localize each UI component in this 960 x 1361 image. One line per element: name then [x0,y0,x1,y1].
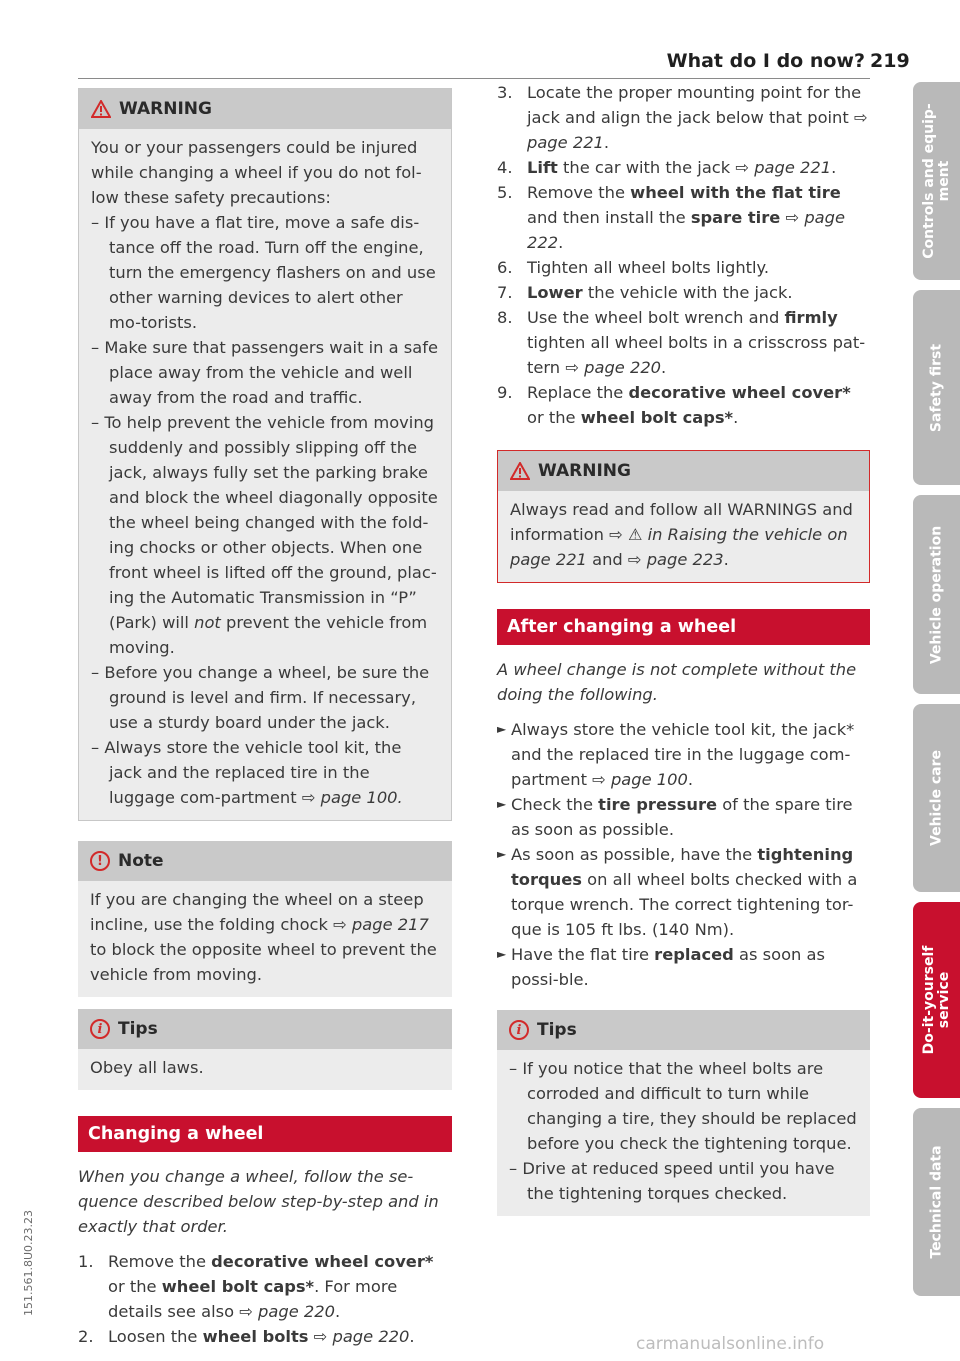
step-item: 6. Tighten all wheel bolts lightly. [497,258,770,277]
step-item: 1. Remove the decorative wheel cover* or the wheel bolt caps*. For more details see also ⇨ page 220. [78,1252,434,1321]
tips-title: Tips [537,1019,577,1040]
arrow-bullet-icon: ► [497,722,507,736]
side-tab-care[interactable]: Vehicle care [913,704,960,892]
warning-triangle-icon [91,100,111,118]
watermark: carmanualsonline.info [636,1334,825,1354]
info-icon: i [509,1020,529,1040]
page-ref-link[interactable]: ⇨ page 222 [527,208,846,252]
left-column [78,88,452,1349]
warning-box [497,450,870,583]
section-intro: When you change a wheel, follow the se-quence described below step-by-step and in exactly that order. [78,1167,439,1236]
page-ref-link[interactable]: ⇨ page 217 [333,915,429,934]
section-intro: A wheel change is not complete without the doing the following. [497,660,857,704]
warning-title: WARNING [538,460,631,481]
page-number: 219 [870,50,910,72]
tips-box [497,1010,870,1216]
page-ref-link[interactable]: ⇨ page 100 [592,770,688,789]
bullet-item: ► Check the tire pressure of the spare tire as soon as possible. [497,792,870,842]
warning-item: – To help prevent the vehicle from moving suddenly and possibly slipping off the jack, always fully set the parking brake and block the wheel diagonally opposite the wheel being changed with the fold-ing chocks or other objects. When one front wheel is lifted off the ground, plac-ing the Automatic Transmission in “P” (Park) will not prevent the vehicle from moving. [91,413,438,657]
page-ref-link[interactable]: ⇨ page 221 [527,108,868,152]
tips-item: – Drive at reduced speed until you have the tightening torques checked. [509,1159,835,1203]
bullet-list [497,717,870,992]
side-tab-safety[interactable]: Safety first [913,290,960,485]
document-code: 151.561.8U0.23.23 [22,1209,35,1316]
warning-body [79,129,451,820]
warning-item: – Make sure that passengers wait in a safe place away from the vehicle and well away from the road and traffic. [91,338,439,407]
note-title: Note [118,850,164,871]
side-tab-diy-service[interactable]: Do-it-yourself service [913,902,960,1098]
warning-title: WARNING [119,98,212,119]
arrow-bullet-icon: ► [497,797,507,811]
page-ref-link[interactable]: ⇨ page 223 [627,550,724,569]
header-rule [78,78,870,79]
warning-item: – Always store the vehicle tool kit, the jack and the replaced tire in the luggage com-partment ⇨ page 100. [91,738,403,807]
tips-body: Obey all laws. [90,1058,204,1077]
warning-header [498,451,869,491]
arrow-bullet-icon: ► [497,847,507,861]
tips-header [497,1010,870,1050]
tips-box [78,1009,452,1090]
tips-item: – If you notice that the wheel bolts are corroded and difficult to turn while changing a tire, they should be replaced before you check the tightening torque. [509,1059,857,1153]
note-box [78,841,452,997]
warning-box [78,88,452,821]
side-tab-operation[interactable]: Vehicle operation [913,495,960,694]
step-item: 5. Remove the wheel with the flat tire and then install the spare tire ⇨ page 222. [497,183,846,252]
step-item: 4. Lift the car with the jack ⇨ page 221. [497,158,837,177]
note-header [78,841,452,881]
section-heading: Changing a wheel [78,1116,452,1152]
warning-intro: You or your passengers could be injured while changing a wheel if you do not fol-low these safety precautions: [91,138,422,207]
note-icon: ! [90,851,110,871]
step-item: 8. Use the wheel bolt wrench and firmly tighten all wheel bolts in a crisscross pat-tern ⇨ page 220. [497,308,866,377]
steps-list [497,80,870,430]
steps-list [78,1249,452,1349]
step-item: 3. Locate the proper mounting point for the jack and align the jack below that point ⇨ page 221. [497,83,868,152]
step-item: 9. Replace the decorative wheel cover* or the wheel bolt caps*. [497,383,851,427]
bullet-item: ► Have the flat tire replaced as soon as possi-ble. [497,942,870,992]
bullet-item: ► As soon as possible, have the tightening torques on all wheel bolts checked with a torque wrench. The correct tightening tor-que is 105 ft lbs. (140 Nm). [497,842,870,942]
page-ref-link[interactable]: ⇨ page 220 [565,358,662,377]
side-tab-technical[interactable]: Technical data [913,1108,960,1296]
tips-header [78,1009,452,1049]
tips-body [497,1050,870,1216]
note-body: If you are changing the wheel on a steep incline, use the folding chock ⇨ page 217 to block the opposite wheel to prevent the vehicle from moving. [90,890,437,984]
step-item: 7. Lower the vehicle with the jack. [497,283,793,302]
info-icon: i [90,1019,110,1039]
warning-item: – Before you change a wheel, be sure the ground is level and firm. If necessary, use a sturdy board under the jack. [91,663,430,732]
section-heading: After changing a wheel [497,609,870,645]
side-tab-controls[interactable]: Controls and equip- ment [913,82,960,280]
warning-item: – If you have a flat tire, move a safe dis-tance off the road. Turn off the engine, turn the emergency flashers on and use other warning devices to alert other mo-torists. [91,213,436,332]
page-ref-link[interactable]: ⇨ page 221 [735,158,832,177]
bullet-item: ► Always store the vehicle tool kit, the jack* and the replaced tire in the luggage com-partment ⇨ page 100. [497,717,870,792]
tips-title: Tips [118,1018,158,1039]
page-ref-link[interactable]: ⇨ page 100. [301,788,403,807]
step-item: 2. Loosen the wheel bolts ⇨ page 220. [78,1327,415,1346]
page-ref-link[interactable]: ⇨ page 220 [239,1302,335,1321]
arrow-bullet-icon: ► [497,947,507,961]
page-header-title: What do I do now? [666,50,865,72]
page-ref-link[interactable]: ⇨ ⚠ in Raising the vehicle on page 221 [510,525,848,569]
warning-triangle-icon [510,462,530,480]
warning-header [79,89,451,129]
page-ref-link[interactable]: ⇨ page 220 [313,1327,410,1346]
warning-body: Always read and follow all WARNINGS and information ⇨ ⚠ in Raising the vehicle on page 221 and ⇨ page 223. [510,500,853,569]
right-column [497,80,870,1216]
